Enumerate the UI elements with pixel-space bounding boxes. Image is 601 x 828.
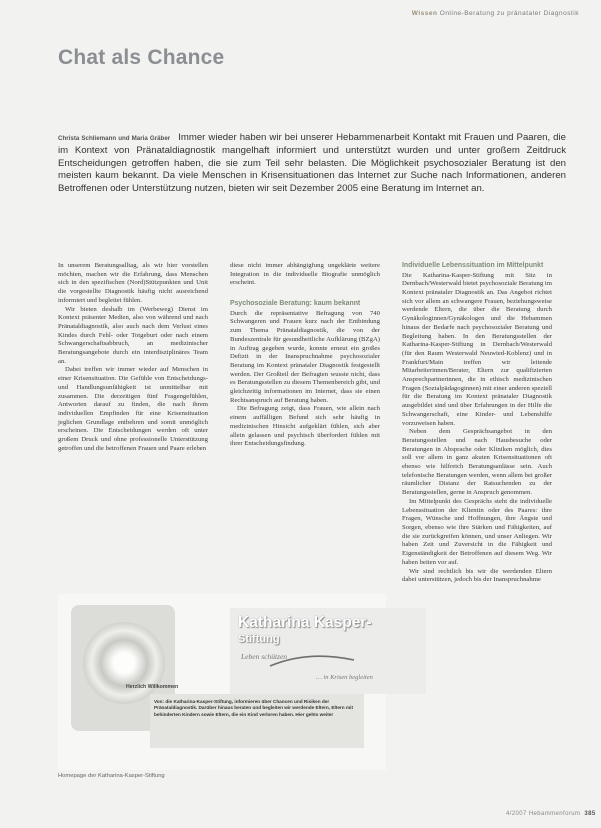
swoosh-icon — [268, 652, 358, 672]
brand-slogan: Leben schützen — [241, 652, 288, 661]
section-topic: Online-Beratung zu pränataler Diagnostik — [439, 10, 579, 17]
article-lead — [58, 132, 566, 195]
lead-text: Immer wieder haben wir bei unserer Hebammenarbeit Kontakt mit Frauen und Paaren, die im Kontext von Pränataldiagnostik mangelhaft informiert und unterstützt wurden und unter großem Zeitdruck Entscheidungen getroffen haben, die sie zum Teil sehr belasten. Die Möglichkeit psychosozialer Beratung ist den meisten kaum bekannt. Da viele Menschen in Krisensituationen das Internet zur Suche nach Informationen, anderen Betroffenen oder Unterstützung nutzen, bieten wir seit Dezember 2005 eine Beratung im Internet an. — [58, 132, 566, 194]
col1-paragraph: Wir bieten deshalb im (Werbeweg) Dienst im Kontext präsenter Medien, also von während und nach Pränataldiagnostik, also auch nach dem Verlust eines Kindes durch Fehl- oder Totgeburt oder nach einem Schwangerschaftsabbruch, an medizinischer Beratungsangebote durch ein interdisziplinäres Team an. — [58, 305, 208, 365]
subheading: Psychosoziale Beratung: kaum bekannt — [230, 300, 361, 308]
col1-paragraph: Dabei treffen wir immer wieder auf Menschen in einer Krisensituation. Die Gefühle von Entscheidungs- und Handlungsunfähigkeit ist unmittelbar mit zusammen. Die derzeitigen fünf Fragengefühlen, Antworten darauf zu finden, die nach ihrem individuellen Empfinden für eine Krisensituation jeglichen Grundlage entbehren und somit unmöglich erscheinen. Die Entscheidungen werden oft unter großem Druck und ohne professionelle Unterstützung getroffen und die betroffenen Frauen und Paare erleben — [58, 366, 208, 452]
article-authors: Christa Schliemann und Maria Gräber — [58, 135, 171, 142]
col3-paragraph: Neben dem Gesprächsangebot in den Beratungsstellen und nach Hausbesuche oder Beratungen in Absprache oder Kliniken möglich, dies soll vor allem in ganz akuten Krisensituationen oft ebenso wie hilfreich Beratungsanlässe sein. Auch telefonische Beratungen werden, wenn allem bei großer räumlicher Distanz der Ratsuchenden zu der Beratungsstellen, gerne in Anspruch genommen. — [402, 428, 552, 497]
page-footer — [506, 811, 596, 817]
col1-paragraph: In unserem Beratungsalltag, als wir hier vorstellen möchten, machen wir die Erfahrung, dass Menschen sich in den spezifischen (Nord)Stützpunkten und Unit die vorgestellte Diagnostik häufig nicht ausreichend informiert und begleitet fühlen. — [58, 262, 208, 304]
body-column-2 — [230, 262, 380, 449]
issue-label: 4/2007 Hebammenforum — [506, 811, 581, 817]
welcome-heading: Herzlich Willkommen — [126, 684, 179, 690]
article-title: Chat als Chance — [58, 46, 225, 69]
subheading: Individuelle Lebenssituation im Mittelpunkt — [402, 262, 544, 269]
flower-icon — [83, 622, 165, 704]
figure-caption: Homepage der Katharina-Kasper-Stiftung — [58, 773, 165, 779]
col2-paragraph: Durch die repräsentative Befragung von 740 Schwangeren und Frauen kurz nach der Entbindung zum Thema Pränataldiagnostik, die von der Bundeszentrale für gesundheitliche Aufklärung (BZgA) in Auftrag gegeben wurde, konnte erneut ein großes Defizit in der Inanspruchnahme psychosozialer Beratung im Kontext pränataler Diagnostik festgestellt werden. Der Großteil der Befragten wusste nicht, dass es Beratungsstellen zu diesem Themenbereich gibt, und gleichzeitig informationen im Internet, dass sie einen Rechtsanspruch auf Beratung haben. — [230, 309, 380, 404]
col3-paragraph: Im Mittelpunkt des Gesprächs steht die individuelle Lebenssituation der Klientin oder des Paares: ihre Fragen, Wünsche und Hoffnungen, ihre Ängste und Sorgen, ebenso wie ihre Stärken und Fähigkeiten, auf die sie zurückgreifen können, und unser Anliegen. Wir haben Zeit und Zuversicht in die Fähigkeit und Eigenständigkeit der Betroffenen auf diesem Weg. Wir haben beiten vor auf. — [402, 497, 552, 566]
welcome-box — [126, 684, 364, 748]
brand-name: Katharina Kasper- — [238, 614, 372, 631]
welcome-text: Von: die Katharina-Kasper-Stiftung, informieren über Chancen und Risiken der Pränataldiagnostik. Darüber hinaus beraten und begleiten wir werdende Eltern, Eltern mit behinderten Kindern sowie Eltern, die ein Kind verloren haben. Hier gehts weiter — [154, 699, 353, 717]
homepage-screenshot-figure — [58, 594, 386, 770]
page-number: 385 — [584, 811, 596, 817]
col2-paragraph: diese nicht immer abhängigfung ungeklärte weitere Integration in die individuelle Biografie unmöglich erscheint. — [230, 262, 380, 287]
body-column-1 — [58, 262, 208, 453]
running-header — [412, 10, 579, 17]
brand-subtitle: Stiftung — [238, 633, 280, 645]
section-label: Wissen — [411, 10, 438, 17]
brand-slogan: … in Krisen begleiten — [316, 674, 373, 681]
col3-paragraph: Die Katharina-Kasper-Stiftung mit Sitz in Dernbach/Westerwald bietet psychosoziale Beratung im Kontext pränataler Diagnostik an. Das Angebot richtet sich vor allem an schwangere Frauen, beziehungsweise werdende Eltern, die über die Beratung durch Gynäkologinnen/Gynäkologen und die Hebammen hinaus der Bedarfe nach psychosozialer Beratung und Begleitung haben. In den Beratungsstellen der Katharina-Kasper-Stiftung in Dernbach/Westerwald (für den Raum Westerwald Neuwied-Koblenz) und in Frankfurt/Main treffen wir leitende Mitarbeiterinnen/Berater, Eltern zur qualifizierten Ansprechpartnerinnen, die in ethisch medizinischen Fragen (Sozialpädagoginnen) mit einer anderen speziell für die Beratung im Kontext pränataler Diagnostik ausgebildet sind und über Erfahrungen in der Hilfe die Schwangerschaft, eine Kinder- und Lebenshilfe vorzuweisen haben. — [402, 271, 552, 427]
col3-paragraph: Wir sind rechtlich bis wir die werdenden Eltern dabei unterstützen, jedoch bis der Inanspruchnahme — [402, 567, 552, 584]
body-column-3 — [402, 262, 552, 585]
col2-paragraph: Die Befragung zeigt, dass Frauen, wie allein nach einem auffälligen Befund sich sehr häufig in medizinischen Hinsicht aufgeklärt fühlen, sich aber allein gelassen und psychisch überfordert fühlen mit ihrer Entscheidungsfindung. — [230, 405, 380, 448]
